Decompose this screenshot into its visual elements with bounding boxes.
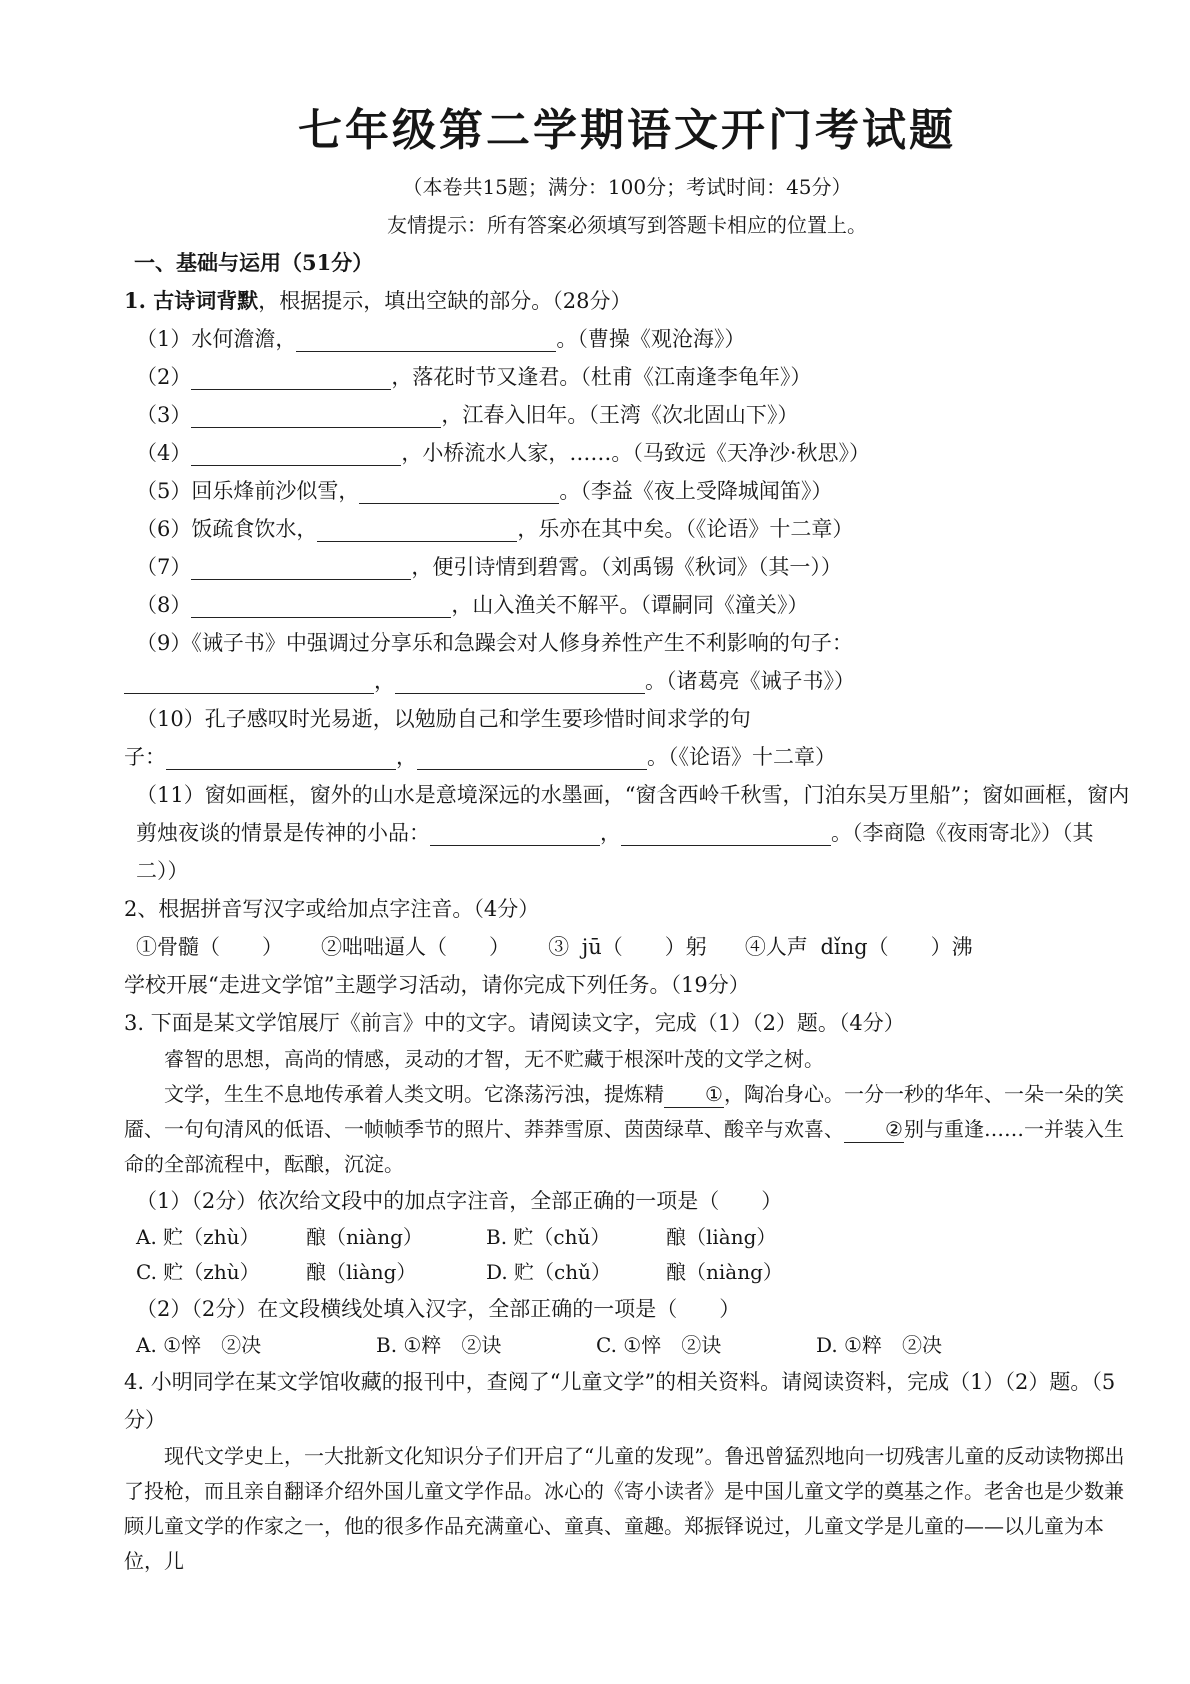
item-text: 饭疏食饮水，: [191, 517, 318, 541]
q1-item-8: [124, 586, 1130, 624]
item-source: 。（《论语》十二章）: [647, 745, 836, 769]
passage-text: 别与重逢……一并装入生命的全部流程中，酝酿，沉淀。: [124, 1117, 1124, 1176]
option-b-1[interactable]: B. 贮（chǔ）: [486, 1225, 611, 1249]
question-4-head: 4. 小明同学在某文学馆收藏的报刊中，查阅了“儿童文学”的相关资料。请阅读资料，完成（1）（2）题。（5分）: [124, 1370, 1116, 1432]
answer-blank[interactable]: [191, 401, 441, 428]
answer-blank[interactable]: [191, 363, 391, 390]
q2-item-3: ③ jū（ ）躬: [548, 935, 707, 959]
option-a[interactable]: A. ①悴 ②决: [136, 1333, 262, 1357]
q1-item-10: （10）孔子感叹时光易逝，以勉励自己和学生要珍惜时间求学的句: [136, 707, 751, 731]
question-2-items: [124, 928, 1130, 966]
q3-passage-2: [124, 1077, 1130, 1182]
item-number: （2）: [136, 365, 192, 389]
item-text: 子：: [124, 745, 166, 769]
q2-item-2: ②咄咄逼人（ ）: [321, 935, 511, 959]
option-d-2: 酿（niàng）: [666, 1260, 783, 1284]
q1-item-5: [124, 472, 1130, 510]
answer-blank[interactable]: [621, 819, 831, 846]
answer-blank[interactable]: [166, 743, 396, 770]
q1-item-6: [124, 510, 1130, 548]
exam-tip: 友情提示：所有答案必须填写到答题卡相应的位置上。: [387, 213, 867, 237]
activity-intro: 学校开展“走进文学馆”主题学习活动，请你完成下列任务。（19分）: [124, 973, 750, 997]
passage-text: 文学，生生不息地传承着人类文明。它涤荡污浊，提炼精: [164, 1082, 664, 1106]
q3-sub-1: （1）（2分）依次给文段中的加点字注音，全部正确的一项是（ ）: [136, 1189, 783, 1213]
section-1-title: 一、基础与运用（51分）: [134, 250, 374, 275]
q1-item-4: [124, 434, 1130, 472]
answer-blank[interactable]: [395, 667, 645, 694]
q3-sub-2-options: [124, 1328, 1130, 1363]
item-text: 回乐烽前沙似雪，: [191, 479, 360, 503]
q1-item-11: （11）窗如画框，窗外的山水是意境深远的水墨画，“窗含西岭千秋雪，门泊东吴万里船”；窗如画框，窗内剪烛夜谈的情景是传神的小品： ， 。（李商隐《夜雨寄北》）（其二））: [136, 783, 1130, 883]
q2-item-1: ①骨髓（ ）: [136, 935, 283, 959]
q1-item-10-answer: 子： ， 。（《论语》十二章）: [124, 745, 836, 769]
question-1-instruction: ，根据提示，填出空缺的部分。（28分）: [258, 289, 632, 313]
answer-blank[interactable]: [296, 325, 556, 352]
option-c-2: 酿（liàng）: [306, 1260, 417, 1284]
q3-passage-1: 睿智的思想，高尚的情感，灵动的才智，无不贮藏于根深叶茂的文学之树。: [164, 1047, 824, 1071]
item-text: 水何澹澹，: [191, 327, 297, 351]
item-source: ，落花时节又逢君。（杜甫《江南逢李龟年》）: [391, 365, 812, 389]
q1-item-1: [124, 320, 1130, 358]
option-b-2: 酿（liàng）: [666, 1225, 777, 1249]
answer-blank[interactable]: [430, 819, 600, 846]
answer-blank[interactable]: [124, 667, 374, 694]
q1-item-9-answer: ， 。（诸葛亮《诫子书》）: [124, 662, 1130, 700]
answer-blank[interactable]: [417, 743, 647, 770]
item-number: （3）: [136, 403, 192, 427]
item-source: ，山入渔关不解平。（谭嗣同《潼关》）: [451, 593, 809, 617]
answer-blank[interactable]: [191, 591, 451, 618]
q1-item-2: [124, 358, 1130, 396]
option-c-1[interactable]: C. 贮（zhù）: [136, 1260, 260, 1284]
option-c[interactable]: C. ①悴 ②诀: [596, 1333, 722, 1357]
item-number: （1）: [136, 327, 192, 351]
option-b[interactable]: B. ①粹 ②诀: [376, 1333, 502, 1357]
item-source: ，江春入旧年。（王湾《次北固山下》）: [441, 403, 799, 427]
question-2-head: 2、根据拼音写汉字或给加点字注音。（4分）: [124, 897, 540, 921]
blank-2[interactable]: ②: [844, 1116, 904, 1143]
option-d[interactable]: D. ①粹 ②决: [816, 1333, 942, 1357]
item-source: ，便引诗情到碧霄。（刘禹锡《秋词》（其一））: [411, 555, 842, 579]
item-source: 。（李商隐《夜雨寄北》）（其二））: [136, 821, 1094, 883]
item-number: （4）: [136, 441, 192, 465]
q4-passage: 现代文学史上，一大批新文化知识分子们开启了“儿童的发现”。鲁迅曾猛烈地向一切残害儿童的反动读物掷出了投枪，而且亲自翻译介绍外国儿童文学作品。冰心的《寄小读者》是中国儿童文学的奠基之作。老舍也是少数兼顾儿童文学的作家之一，他的很多作品充满童心、童真、童趣。郑振铎说过，儿童文学是儿童的——以儿童为本位，儿: [124, 1444, 1125, 1573]
exam-subtitle: （本卷共15题；满分：100分；考试时间：45分）: [402, 175, 852, 199]
item-source: 。（李益《夜上受降城闻笛》）: [559, 479, 833, 503]
option-d-1[interactable]: D. 贮（chǔ）: [486, 1260, 611, 1284]
q1-item-3: [124, 396, 1130, 434]
answer-blank[interactable]: [359, 477, 559, 504]
option-a-1[interactable]: A. 贮（zhù）: [136, 1225, 260, 1249]
item-number: （8）: [136, 593, 192, 617]
q1-item-7: [124, 548, 1130, 586]
item-number: （5）: [136, 479, 192, 503]
answer-blank[interactable]: [317, 515, 517, 542]
item-source: ，乐亦在其中矣。（《论语》十二章）: [517, 517, 854, 541]
item-source: ，小桥流水人家，……。（马致远《天净沙·秋思》）: [401, 441, 871, 465]
q3-sub-1-options-row-1: [124, 1220, 1130, 1255]
passage-text: ，陶冶身心。一分一秒的华年、一朵一朵的笑靥、一句句清风的低语、一帧帧季节的照片、莽莽雪原、茵茵绿草、酸辛与欢喜、: [124, 1082, 1124, 1141]
q3-sub-1-options-row-2: [124, 1255, 1130, 1290]
exam-title: 七年级第二学期语文开门考试题: [298, 105, 956, 156]
item-source: 。（曹操《观沧海》）: [556, 327, 746, 351]
item-text: （11）窗如画框，窗外的山水是意境深远的水墨画，“窗含西岭千秋雪，门泊东吴万里船”；窗如画框，窗内剪烛夜谈的情景是传神的小品：: [136, 783, 1130, 845]
item-source: 。（诸葛亮《诫子书》）: [645, 669, 855, 693]
answer-blank[interactable]: [191, 439, 401, 466]
question-1-head: [124, 282, 1130, 320]
q3-sub-2: （2）（2分）在文段横线处填入汉字，全部正确的一项是（ ）: [136, 1297, 741, 1321]
answer-blank[interactable]: [191, 553, 411, 580]
question-1-label: 1. 古诗词背默: [124, 288, 259, 313]
question-3-head: 3. 下面是某文学馆展厅《前言》中的文字。请阅读文字，完成（1）（2）题。（4分）: [124, 1011, 905, 1035]
item-number: （6）: [136, 517, 192, 541]
item-number: （7）: [136, 555, 192, 579]
option-a-2: 酿（niàng）: [306, 1225, 423, 1249]
blank-1[interactable]: ①: [664, 1081, 724, 1108]
q1-item-9: （9）《诫子书》中强调过分享乐和急躁会对人修身养性产生不利影响的句子：: [136, 631, 853, 655]
q2-item-4: ④人声 dǐng（ ）沸: [744, 935, 973, 959]
